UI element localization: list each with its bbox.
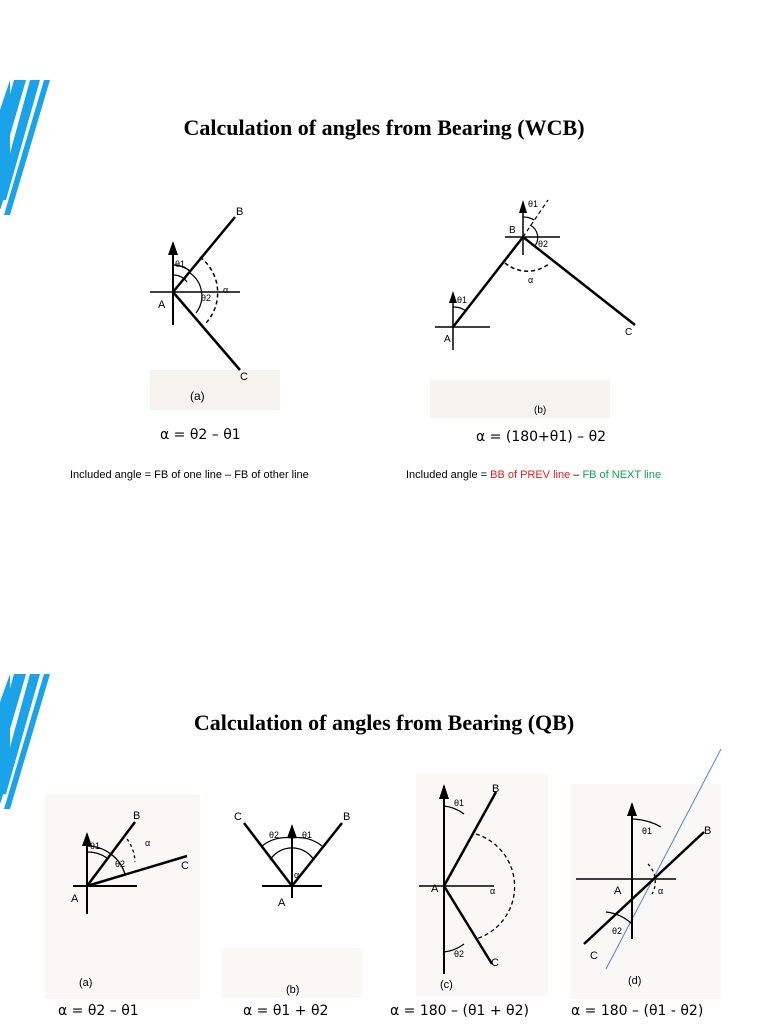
figure-caption: (a) [190,389,205,403]
theta1-label: θ1 [175,259,186,269]
note-b-dash: – [570,469,583,481]
figure-qb-b [222,798,370,1003]
point-b-label: B [236,206,244,218]
alpha-label: α [145,838,151,848]
figure-caption-bg [150,370,280,410]
figure-qb-a [45,794,205,1004]
alpha-label: α [658,886,664,896]
theta2-label: θ2 [538,239,549,249]
point-b-label: B [704,825,712,837]
point-a-label: A [614,885,622,897]
note-b-prefix: Included angle = [406,469,491,481]
alpha-label: α [294,870,300,880]
figure-caption-bg [430,380,610,418]
formula-d: α = 180 – (θ1 - θ2) [571,1003,704,1019]
theta2-label: θ2 [454,949,465,959]
slide-title: Calculation of angles from Bearing (QB) [193,710,575,735]
theta1-label: θ1 [90,841,101,851]
theta1-label: θ1 [457,295,468,305]
point-a-label: A [71,893,79,905]
figure-caption: (c) [440,979,453,991]
formula-a: α = θ2 – θ1 [160,427,241,443]
theta1-label: θ1 [642,826,653,836]
point-b-label: B [133,810,141,822]
note-b-bb: BB of PREV line [490,469,571,481]
slide-qb [0,512,768,1024]
note-b-fb: FB of NEXT line [582,469,662,481]
figure-caption: (d) [628,975,642,987]
figure-caption: (b) [286,984,300,996]
figure-wcb-a [140,195,300,415]
theta2-label: θ2 [269,830,280,840]
point-b-label: B [509,225,516,236]
point-a-label: A [278,897,286,909]
theta2-label: θ2 [612,926,623,936]
theta1-label: θ1 [454,798,465,808]
point-a-label: A [444,334,451,345]
point-c-label: C [625,327,633,338]
figure-qb-d [566,744,732,1004]
theta1-top-label: θ1 [528,199,539,209]
note-b [406,469,661,481]
point-c-label: C [491,957,499,969]
alpha-label: α [223,285,229,295]
point-b-label: B [343,811,351,823]
theta2-label: θ2 [115,859,126,869]
theta2-label: θ2 [201,293,212,303]
theta1-label: θ1 [302,830,313,840]
formula-b: α = θ1 + θ2 [243,1003,329,1019]
point-a-label: A [431,883,439,895]
slide-title: Calculation of angles from Bearing (WCB) [183,115,585,140]
point-b-label: B [492,783,500,795]
formula-b: α = (180+θ1) – θ2 [476,429,607,445]
point-c-label: C [234,811,242,823]
alpha-label: α [490,886,496,896]
point-c-label: C [240,371,248,383]
point-c-label: C [181,860,189,872]
note-a: Included angle = FB of one line – FB of other line [70,469,309,481]
figure-caption: (a) [79,977,93,989]
figure-qb-c [414,774,554,999]
formula-c: α = 180 – (θ1 + θ2) [390,1003,529,1019]
formula-a: α = θ2 – θ1 [58,1003,139,1019]
figure-caption: (b) [534,405,547,416]
figure-wcb-b [430,185,650,420]
alpha-label: α [528,275,534,285]
stripe-decoration [0,512,60,832]
point-a-label: A [158,299,166,311]
point-c-label: C [590,950,598,962]
